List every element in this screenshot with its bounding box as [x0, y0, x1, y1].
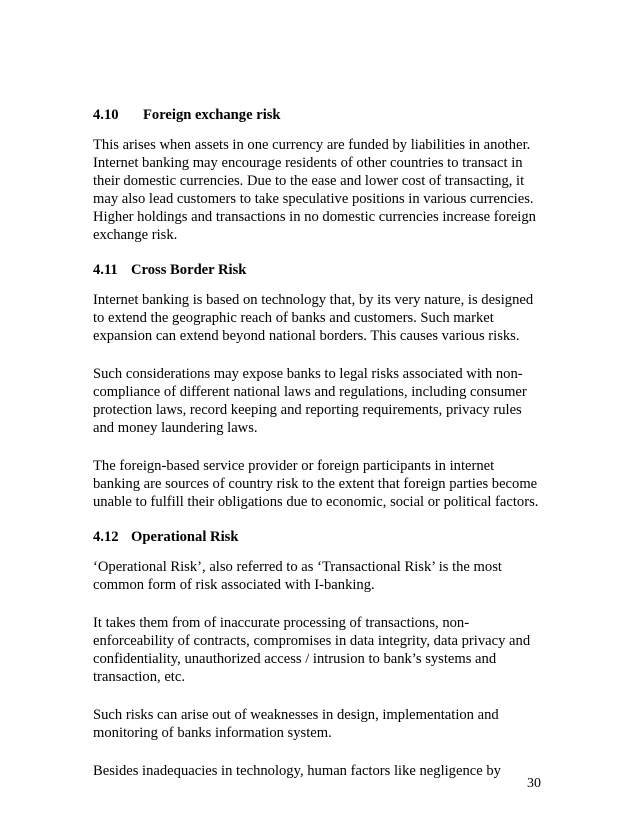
text-line: ‘Operational Risk’, also referred to as ‘Transactional Risk’ is the most: [93, 559, 502, 575]
text-line: It takes them from of inaccurate processing of transactions, non-: [93, 615, 470, 631]
text-line: enforceability of contracts, compromises in data integrity, data privacy and: [93, 633, 531, 649]
text-line: confidentiality, unauthorized access / intrusion to bank’s systems and: [93, 651, 497, 667]
paragraph: [93, 457, 548, 511]
paragraph: [93, 706, 548, 742]
section-heading: [93, 528, 548, 546]
paragraph: [93, 558, 548, 594]
text-line: monitoring of banks information system.: [93, 725, 332, 741]
text-line: protection laws, record keeping and reporting requirements, privacy rules: [93, 402, 522, 418]
text-line: expansion can extend beyond national borders. This causes various risks.: [93, 328, 520, 344]
section-title: Cross Border Risk: [131, 262, 247, 278]
paragraph: [93, 136, 548, 244]
section-title: Foreign exchange risk: [143, 107, 281, 123]
text-line: Higher holdings and transactions in no domestic currencies increase foreign: [93, 209, 536, 225]
text-line: This arises when assets in one currency are funded by liabilities in another.: [93, 137, 531, 153]
text-line: The foreign-based service provider or foreign participants in internet: [93, 458, 495, 474]
text-line: to extend the geographic reach of banks and customers. Such market: [93, 310, 494, 326]
text-line: unable to fulfill their obligations due to economic, social or political factors.: [93, 494, 539, 510]
section-title: Operational Risk: [131, 529, 239, 545]
text-line: Internet banking may encourage residents of other countries to transact in: [93, 155, 523, 171]
text-line: Such risks can arise out of weaknesses in design, implementation and: [93, 707, 499, 723]
text-line: common form of risk associated with I-banking.: [93, 577, 375, 593]
page-content: [93, 106, 548, 780]
section-number: 4.10: [93, 107, 119, 123]
text-line: Such considerations may expose banks to legal risks associated with non-: [93, 366, 523, 382]
text-line: Internet banking is based on technology that, by its very nature, is designed: [93, 292, 534, 308]
text-line: banking are sources of country risk to the extent that foreign parties become: [93, 476, 538, 492]
page-number: 30: [527, 776, 541, 791]
paragraph: [93, 762, 548, 780]
paragraph: [93, 291, 548, 345]
text-line: transaction, etc.: [93, 669, 185, 685]
text-line: compliance of different national laws and regulations, including consumer: [93, 384, 527, 400]
text-line: may also lead customers to take speculative positions in various currencies.: [93, 191, 534, 207]
section-number: 4.12: [93, 529, 119, 545]
text-line: their domestic currencies. Due to the ease and lower cost of transacting, it: [93, 173, 525, 189]
paragraph: [93, 614, 548, 686]
paragraph: [93, 365, 548, 437]
text-line: and money laundering laws.: [93, 420, 258, 436]
text-line: Besides inadequacies in technology, human factors like negligence by: [93, 763, 501, 779]
text-line: exchange risk.: [93, 227, 178, 243]
section-heading: [93, 261, 548, 279]
section-number: 4.11: [93, 262, 118, 278]
section-heading: [93, 106, 548, 124]
